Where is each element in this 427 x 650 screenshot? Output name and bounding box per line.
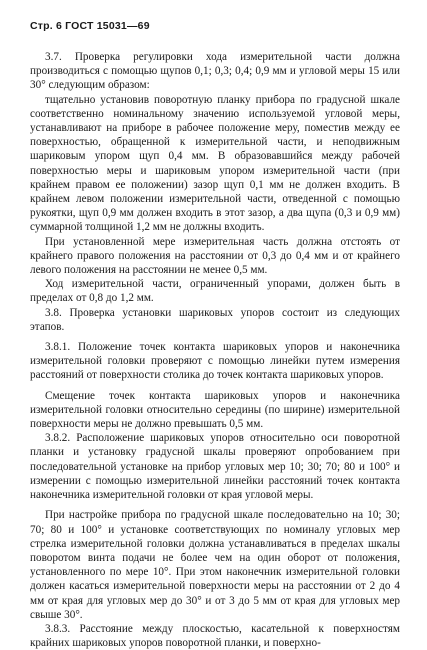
paragraph-3-8: 3.8. Проверка установки шариковых упоров состоит из следующих этапов.: [30, 306, 400, 333]
page-header: Стр. 6 ГОСТ 15031—69: [30, 20, 150, 32]
paragraph-3-8-3: 3.8.3. Расстояние между плоскостью, касательной к поверхностям крайних шариковых упоров поворотной планки, и поверхно-: [30, 622, 400, 650]
document-body: [30, 50, 400, 650]
paragraph-3-7: 3.7. Проверка регулировки хода измерительной части должна производиться с помощью щупов 0,1; 0,3; 0,4; 0,9 мм и угловой меры 15 или 30° следующим образом:: [30, 51, 400, 92]
paragraph-setup: При настройке прибора по градусной шкале последовательно на 10; 30; 70; 80 и 100° и установке соответствующих по номиналу угловых мер стрелка измерительной головки должна устанавливаться в пределах шкалы поворотом винта подачи не более чем на один оборот от положения, установленного по мере 10°. При этом наконечник измерительной головки должен касаться измерительной поверхности меры на расстоянии от 2 до 4 мм от края для угловых мер до 30° и от 3 до 5 мм от края для угловых мер свыше 30°.: [30, 509, 400, 621]
paragraph-displacement: Смещение точек контакта шариковых упоров и наконечника измерительной головки относительно середины (по ширине) измерительной поверхности меры не должно превышать 0,5 мм.: [30, 389, 400, 431]
paragraph-3-8-1: 3.8.1. Положение точек контакта шариковых упоров и наконечника измерительной головки проверяют с помощью линейки путем измерения расстояний от поверхности столика до точек контакта шариковых упоров.: [30, 341, 400, 382]
paragraph-3-8-2: 3.8.2. Расположение шариковых упоров относительно оси поворотной планки и установку градусной шкалы проверяют опробованием при последовательной установке на прибор угловых мер 10; 30; 70; 80 и 100° и измерении с помощью измерительной линейки расстояний точек контакта наконечника измерительной головки от края угловой меры.: [30, 432, 400, 502]
paragraph-offset: При установленной мере измерительная часть должна отстоять от крайнего правого положения на расстоянии от 0,3 до 0,4 мм и от крайнего левого положения на расстоянии не менее 0,5 мм.: [30, 235, 400, 277]
paragraph-travel: Ход измерительной части, ограниченный упорами, должен быть в пределах от 0,8 до 1,2 мм.: [30, 278, 400, 305]
paragraph-procedure: тщательно установив поворотную планку прибора по градусной шкале соответственно номинальному значению используемой угловой меры, устанавливают на приборе в рабочее положение меру, поместив между ее поверхностью, обращенной к измерительной части, и неподвижным шариковым упором щуп 0,4 мм. В образовавшийся между рабочей поверхностью меры и шариковым упором измерительной части (при крайнем правом ее положении) зазор щуп 0,1 мм не должен входить. В крайнем левом положении измерительной части, отведенной с помощью рукоятки, щуп 0,9 мм должен входить в этот зазор, а два щупа (0,3 и 0,9 мм) суммарной толщиной 1,2 мм не должны входить.: [30, 93, 400, 234]
